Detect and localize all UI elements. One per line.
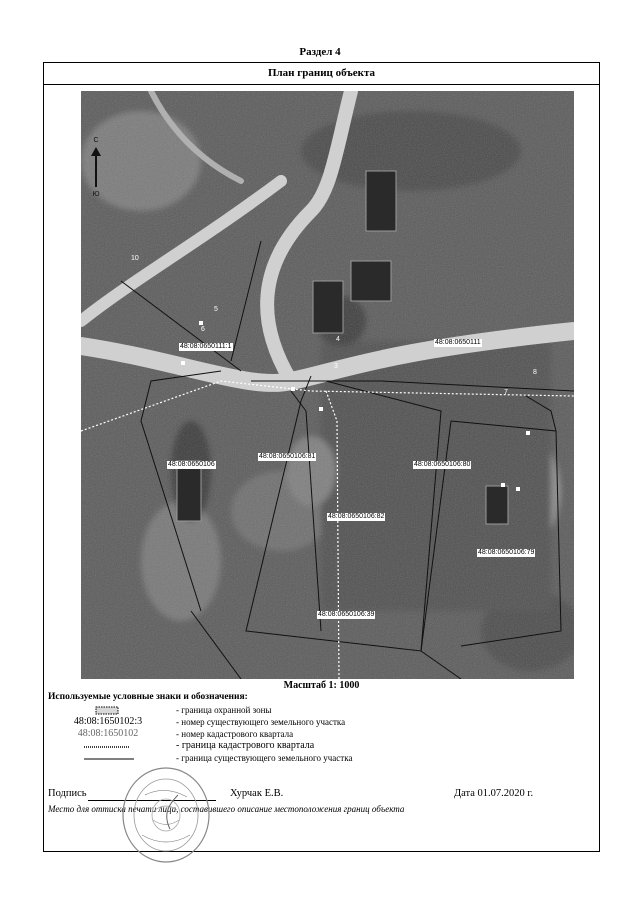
map-imagery [81,91,574,679]
frame-title: План границ объекта [44,63,599,85]
parcel-label: 48:08:0650106 [168,461,215,468]
parcel-label: 48:08:0650106:81 [259,453,316,460]
point-number: 7 [504,389,508,396]
parcel-boundary-symbol [48,752,168,764]
point-number: 6 [201,326,205,333]
legend-text: - номер кадастрового квартала [176,729,294,739]
point-number: 10 [131,255,139,262]
signature-date: Дата 01.07.2020 г. [454,788,534,799]
north-arrow-icon [90,147,102,189]
compass-north-label: С [93,137,99,144]
parcel-number-sample: 48:08:1650102:3 [73,716,143,727]
seal-stamp [120,765,212,865]
legend-row [48,716,588,728]
compass-south-label: Ю [92,191,100,198]
document-frame [43,62,600,852]
aerial-map [81,91,574,679]
compass [89,137,103,207]
signature-label: Подпись [48,788,87,799]
point-number: 8 [533,369,537,376]
legend-text: - номер существующего земельного участка [176,717,346,727]
parcel-label: 48:08:0650111 [435,339,481,346]
legend-row [48,740,588,752]
parcel-label: 48:08:0650111:1 [180,343,232,350]
protection-zone-symbol [48,704,168,716]
legend-text: - граница охранной зоны [176,705,272,715]
point-number: 4 [336,336,340,343]
point-number: 5 [214,306,218,313]
legend-title: Используемые условные знаки и обозначения: [48,692,248,702]
legend-text: - граница кадастрового квартала [176,740,315,751]
parcel-label: 48:08:0650106:82 [328,513,385,520]
parcel-label: 48:08:0650106:79 [478,549,535,556]
seal-place-text: Место для оттиска печати лица, составившего описание местоположения границ объекта [48,804,405,814]
map-scale: Масштаб 1: 1000 [283,680,360,691]
point-number: 3 [334,363,338,370]
legend-row [48,704,588,716]
legend-text: - граница существующего земельного участка [176,753,353,763]
quarter-boundary-symbol [48,740,168,752]
legend-row [48,752,588,764]
quarter-number-sample: 48:08:1650102 [77,728,139,739]
section-title: Раздел 4 [299,46,341,58]
parcel-label: 48:08:0650106:80 [414,461,471,468]
parcel-label: 48:08:0650106:39 [318,611,375,618]
signatory-name: Хурчак Е.В. [230,788,284,799]
legend-row [48,728,588,740]
